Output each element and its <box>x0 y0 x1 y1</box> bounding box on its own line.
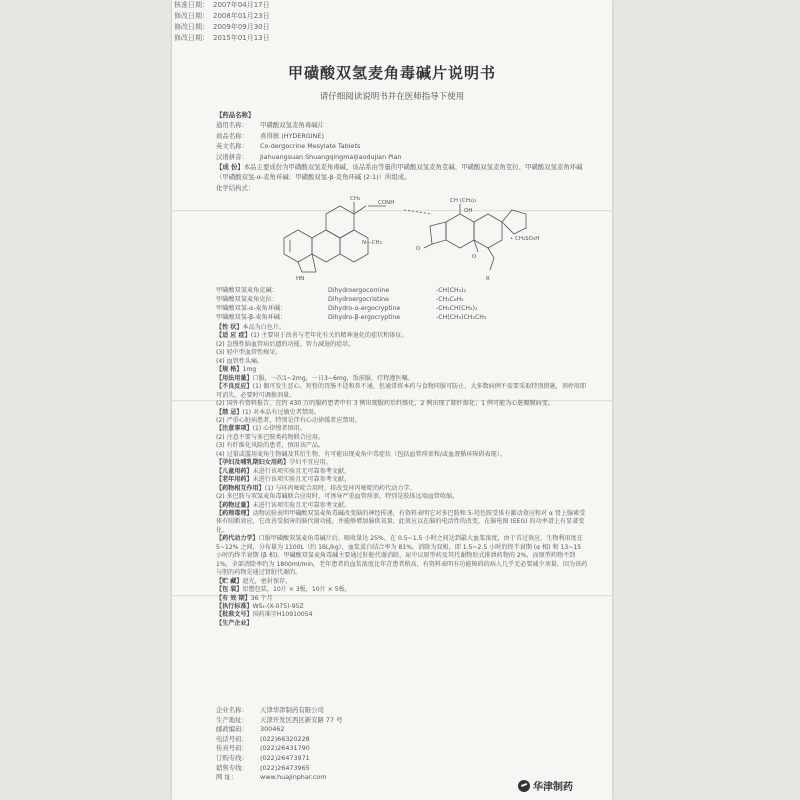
section-heading: 【批准文号】 <box>216 611 253 619</box>
company-logo-icon <box>518 780 530 792</box>
document-title: 甲磺酸双氢麦角毒碱片说明书 <box>287 64 496 82</box>
section-heading: 【适 应 症】 <box>216 332 251 340</box>
leaflet-paragraph <box>216 349 588 357</box>
leaflet-paragraph <box>216 409 588 417</box>
leaflet-paragraph <box>216 535 588 577</box>
manufacturer-row: 销售专线： (022)26473965 <box>216 763 310 772</box>
section-heading: 【老年用药】 <box>216 476 253 484</box>
paragraph-text: (2) 急慢性脑血管病后遗的功能、智力减退的症状。 <box>216 340 355 348</box>
paragraph-text: 口服甲磺酸双氢麦角毒碱片后，吸收量达 25%，在 0.5~1.5 小时之间达到最大血浆浓度，由于首过效应，生物利用度在 5~12% 之间，分布量为 1100L（约 16L/kg），血浆蛋白结合率为 81%，消除为双相，即 1.5~2.5 小时的终半衰期 (α 相) 和 13~15 小时的终半衰期 (β 相)。甲磺酸双氢麦角毒碱主要通过肝脏代谢消除，尿中以原型药及其代谢物形式排泄药物的 2%，而原型药物不到 1%，全部清除率约为 1800ml/min，老年患者的血浆浓度比年青患者稍高，有资料表明有功能障碍的病人几乎无必要减少剂量，因为该药与胆的药物是通过肾脏代谢的。 <box>216 535 588 577</box>
structure-label-text: CH₃ <box>350 196 361 202</box>
info-row: 英文名称： Co-dergocrine Mesylate Tablets <box>216 142 361 151</box>
revision-row: 核准日期： 2007年04月17日 <box>174 1 270 9</box>
table-row: 甲磺酸双氢-β-麦角环碱： Dihydro-β-ergocryptine -CH(CH₃)CH₂CH₃ <box>216 314 487 321</box>
paragraph-text: (1) 心律慢者慎用。 <box>252 425 306 433</box>
leaflet-paragraph <box>216 451 588 459</box>
manufacturer-row: 电话号码： (022)66320228 <box>216 734 310 743</box>
paragraph-text: 孕妇不宜应用。 <box>289 459 332 467</box>
leaflet-paragraph <box>216 400 588 408</box>
paragraph-text: (4) 血管性头痛。 <box>216 357 264 365</box>
leaflet-paragraph <box>216 476 588 484</box>
paragraph-text: 1mg <box>242 366 257 374</box>
section-heading: 【包 装】 <box>216 586 243 594</box>
structure-label-text: R <box>486 276 490 282</box>
paragraph-text: 动物试验表明甲磺酸双氢麦角毒碱改变脑的神经传递，有资料表明它对多巴胺和 5-羟色胺受体有激动效应和对 α 肾上腺素受体有阻断效应，它改善受损害的脑代谢功能，并能够增加脑供氧量，此效应以在脑的电活性的改变，在脑电图 (EEG) 的功率谱上有显著变化。 <box>216 509 586 534</box>
company-logo-text: 华津制药 <box>533 782 573 793</box>
table-row: 甲磺酸双氢麦角克碱： Dihydroergocornine -CH(CH₃)₂ <box>216 287 466 294</box>
paragraph-text: (4) 过量或滥用麦角生物碱及其衍生物，有可能出现麦角中毒症状（包括血管痉挛和/或血液循环障碍表现）。 <box>216 450 506 458</box>
leaflet-paragraph <box>216 459 588 467</box>
leaflet-sheet <box>172 0 612 800</box>
revision-row: 修改日期： 2009年09月30日 <box>174 23 270 31</box>
section-heading: 【药品名称】 <box>216 111 255 119</box>
paragraph-text: (2) 国外有资料报告，在约 430 万的服药患者中有 3 例出现服药后纤维化，2 例出现了肺纤维化；1 例可能为心脏瓣膜病变。 <box>216 400 554 408</box>
manufacturer-row: 企业名称： 天津华津制药有限公司 <box>216 706 324 714</box>
structure-label-text: OH <box>464 208 473 214</box>
paragraph-text: 本品为白色片。 <box>242 324 286 331</box>
structure-diagram <box>254 192 584 284</box>
structure-label-text: • CH₃SO₃H <box>510 236 540 242</box>
paragraph-text: 未进行该项实验且无可靠参考文献。 <box>252 476 351 484</box>
table-row: 甲磺酸双氢麦角克拉： Dihydroergocristine -CH₂C₆H₅ <box>216 296 464 303</box>
revision-row: 修改日期： 2015年01月13日 <box>174 34 270 42</box>
section-heading: 【药代动力学】 <box>216 535 259 543</box>
section-heading: 【药物过量】 <box>216 501 253 509</box>
leaflet-paragraph <box>216 366 588 374</box>
manufacturer-row: 生产地址： 天津开发区西区新安路 77 号 <box>216 715 343 724</box>
manufacturer-section <box>216 706 588 783</box>
paragraph-text: (1) 偶可发生恶心、短暂的胃肠不适和鼻不通，但通常将本药与食物同服可防止，大多数病例不需要采取特别措施，剂停用即可消失，必要时可调换剂量。 <box>216 383 587 399</box>
paragraph-text: (2) 多巴胺与双氢麦角毒碱联合应用时，可诱导严重血管痉挛，特别是肢体远端血管收缩。 <box>216 493 459 501</box>
paragraph-text: (3) 有纤维化风险的患者，慎用该产品。 <box>216 442 325 450</box>
paragraph-text: 未进行该项实验且无可靠参考文献。 <box>252 501 351 509</box>
paragraph-text: 口服，一次1~2mg，一日3~6mg，饭前服，疗程遵医嘱。 <box>252 374 414 382</box>
leaflet-paragraph <box>216 586 588 594</box>
leaflet-paragraph <box>216 485 588 493</box>
section-heading: 【性 状】 <box>216 324 243 331</box>
leaflet-paragraph <box>216 468 588 476</box>
structure-label-text: O <box>472 254 477 260</box>
leaflet-paragraph <box>216 442 588 450</box>
composition-paragraph: 【成 份】本品主要成份为甲磺酸双氢麦角毒碱，该品系由等量的甲磺酸双氢麦角克碱、甲磺酸双氢麦角克拉、甲磺酸双氢麦角环碱（甲磺酸双氢-α-麦角环碱：甲磺酸双氢-β-麦角环碱 (2:1)）所组成。 <box>216 163 583 182</box>
manufacturer-row: 网 址： www.huajinphar.com <box>216 773 327 782</box>
section-heading: 【用法用量】 <box>216 374 253 382</box>
section-heading: 【药物相互作用】 <box>216 484 265 492</box>
leaflet-paragraph <box>216 578 588 586</box>
paragraph-text: (2) 注意不要与多巴胺类药物联合应用。 <box>216 433 325 441</box>
leaflet-paragraph <box>216 502 588 510</box>
paragraph-text: (3) 轻中型血管性痴呆。 <box>216 349 282 357</box>
leaflet-body <box>216 324 588 628</box>
structure-label-text: O <box>416 246 421 252</box>
section-heading: 【规 格】 <box>216 366 243 374</box>
leaflet-paragraph <box>216 383 588 400</box>
document-subtitle: 请仔细阅读说明书并在医师指导下使用 <box>319 92 465 102</box>
info-row: 通用名称： 甲磺酸双氢麦角毒碱片 <box>216 121 324 130</box>
section-heading: 【生产企业】 <box>216 619 253 627</box>
paragraph-text: 遮光，密封保存。 <box>242 577 292 585</box>
manufacturer-row: 订购专线： (022)26473971 <box>216 753 310 762</box>
paragraph-text: (1) 与环丙嘧啶合用时，将改变环丙嘧啶的药代动力学。 <box>264 484 416 492</box>
revision-dates <box>174 0 324 44</box>
manufacturer-row: 邮政编码： 300462 <box>216 725 285 734</box>
section-heading: 【儿童用药】 <box>216 467 253 475</box>
paragraph-text: 铝塑包装。10片 × 3板，10片 × 5板。 <box>242 586 351 594</box>
manufacturer-row: 传真号码： (022)26431790 <box>216 744 310 753</box>
structure-label: 化学结构式： <box>216 183 255 192</box>
paragraph-text: 未进行该项实验且无可靠参考文献。 <box>252 467 351 475</box>
structure-label-text: HN <box>296 276 305 282</box>
table-row: 甲磺酸双氢-α-麦角环碱： Dihydro-α-ergocryptine -CH₂CH(CH₃)₂ <box>216 305 478 312</box>
structure-label-text: N—CH₃ <box>362 240 382 246</box>
paragraph-text: WS₁-(X-075)-95Z <box>252 602 304 610</box>
leaflet-paragraph <box>216 510 588 535</box>
paragraph-text: (1) 对本品有过敏史者禁用。 <box>242 408 321 416</box>
substituent-table <box>216 286 588 322</box>
section-heading: 【孕妇及哺乳期妇女用药】 <box>216 459 290 467</box>
structure-label-text: CONH <box>378 200 395 206</box>
section-heading: 【药理毒理】 <box>216 509 253 517</box>
section-heading: 【贮 藏】 <box>216 577 243 585</box>
structure-label-text: CH (CH₃)₂ <box>450 198 477 204</box>
leaflet-paragraph <box>216 425 588 433</box>
leaflet-paragraph <box>216 493 588 501</box>
paragraph-text: (2) 严重心脏病患者，特别是伴有心动徐缓者应禁用。 <box>216 416 361 424</box>
drug-name-section <box>216 110 588 193</box>
leaflet-paragraph <box>216 611 588 619</box>
leaflet-paragraph <box>216 375 588 383</box>
revision-row: 修改日期： 2008年01月23日 <box>174 12 270 20</box>
info-row: 汉语拼音： Jiahuangsuan Shuangqingmaijiaodujian Pian <box>216 152 402 161</box>
section-heading: 【注意事项】 <box>216 425 253 433</box>
leaflet-paragraph <box>216 332 588 340</box>
paragraph-text: 国药准字H10910054 <box>252 611 313 619</box>
section-heading: 【不良反应】 <box>216 383 253 391</box>
paragraph-text: (1) 主要用于改善与老年化有关的精神退化的症状和体征。 <box>250 332 408 340</box>
section-heading: 【有 效 期】 <box>216 594 251 602</box>
section-heading: 【执行标准】 <box>216 602 253 610</box>
leaflet-paragraph <box>216 620 588 628</box>
leaflet-paragraph <box>216 595 588 603</box>
company-logo <box>518 778 573 793</box>
leaflet-paragraph <box>216 358 588 366</box>
paragraph-text: 36 个月 <box>250 594 273 602</box>
section-heading: 【禁 忌】 <box>216 408 243 416</box>
info-row: 商品名称： 喜得镇 (HYDERGINE) <box>216 131 324 140</box>
chemical-structure <box>254 192 584 284</box>
